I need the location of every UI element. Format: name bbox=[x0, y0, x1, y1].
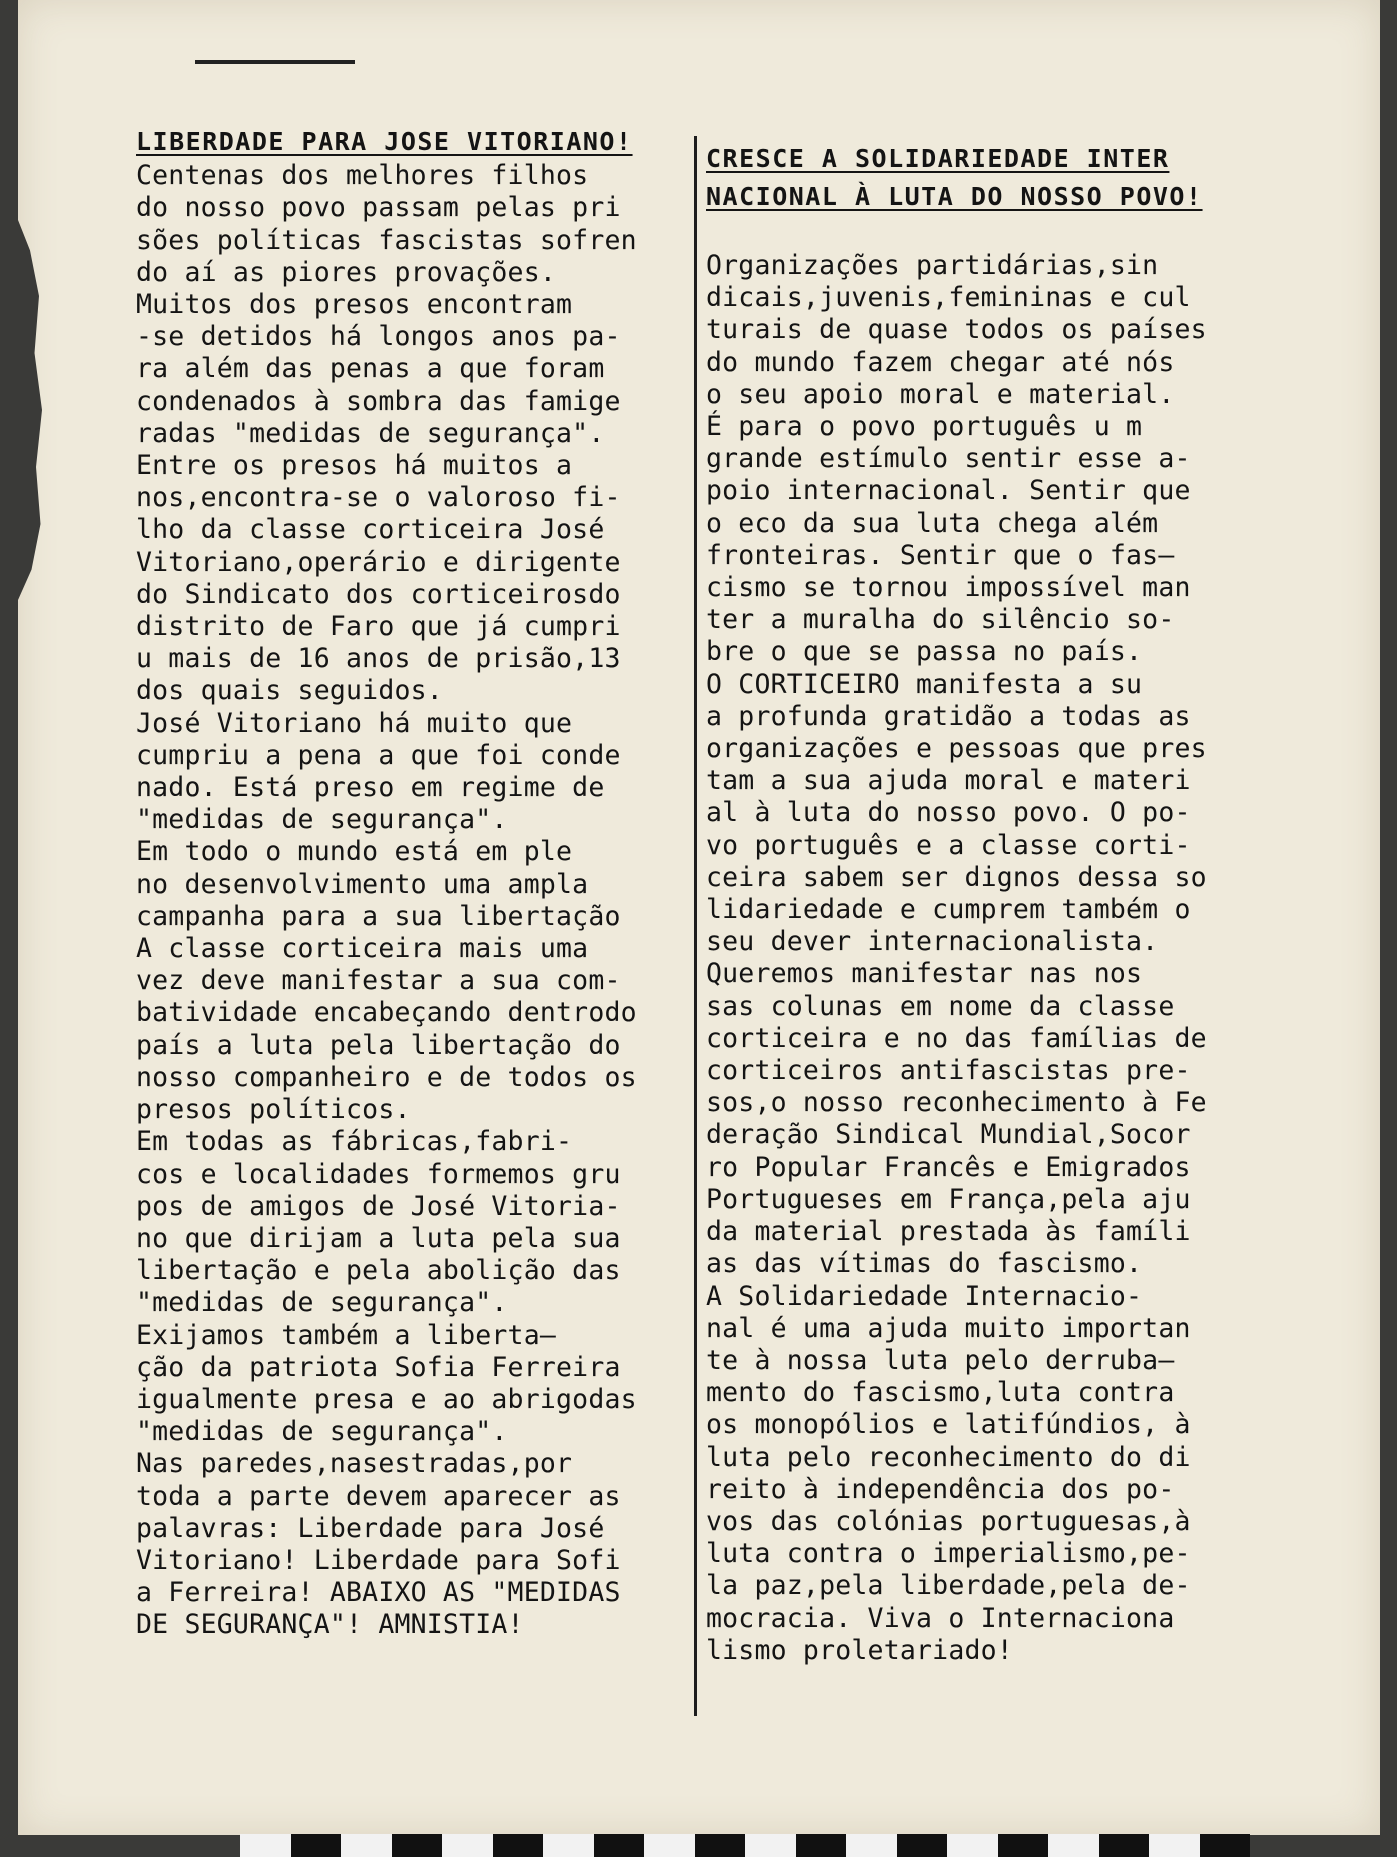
right-article-body bbox=[706, 250, 1266, 1667]
right-article-line: A Solidariedade Internacio- bbox=[706, 1280, 1143, 1312]
left-article-line: "medidas de segurança". bbox=[136, 804, 508, 836]
left-article-line: Nas paredes,nasestradas,por bbox=[136, 1448, 573, 1480]
left-article-line: nado. Está preso em regime de bbox=[136, 772, 605, 804]
left-article-line: u mais de 16 anos de prisão,13 bbox=[136, 643, 621, 675]
right-article-line: a profunda gratidão a todas as bbox=[706, 700, 1191, 732]
left-article-line: Exijamos também a liberta— bbox=[136, 1319, 557, 1351]
right-article-line: la paz,pela liberdade,pela de- bbox=[706, 1570, 1191, 1602]
left-article-line: do nosso povo passam pelas pri bbox=[136, 192, 621, 224]
right-article-line: luta pelo reconhecimento do di bbox=[706, 1441, 1191, 1473]
left-article-line: Vitoriano! Liberdade para Sofi bbox=[136, 1544, 621, 1576]
left-article-line: "medidas de segurança". bbox=[136, 1416, 508, 1448]
left-article-line: Em todo o mundo está em ple bbox=[136, 836, 573, 868]
left-article-line: Centenas dos melhores filhos bbox=[136, 160, 589, 192]
left-article-line: -se detidos há longos anos pa- bbox=[136, 321, 621, 353]
left-article bbox=[136, 126, 684, 1642]
right-article-line: luta contra o imperialismo,pe- bbox=[706, 1538, 1191, 1570]
left-article-line: "medidas de segurança". bbox=[136, 1287, 508, 1319]
left-article-line: igualmente presa e ao abrigodas bbox=[136, 1383, 637, 1415]
right-title-line-2: NACIONAL À LUTA DO NOSSO POVO! bbox=[706, 182, 1203, 211]
left-article-line: ra além das penas a que foram bbox=[136, 353, 605, 385]
left-article-line: vez deve manifestar a sua com- bbox=[136, 965, 621, 997]
right-article-line: Portugueses em França,pela aju bbox=[706, 1183, 1191, 1215]
left-article-line: do Sindicato dos corticeirosdo bbox=[136, 578, 621, 610]
left-article-line: nos,encontra-se o valoroso fi- bbox=[136, 482, 621, 514]
left-article-line: campanha para a sua libertação bbox=[136, 900, 621, 932]
right-article-line: O CORTICEIRO manifesta a su bbox=[706, 668, 1143, 700]
left-article-line: lho da classe corticeira José bbox=[136, 514, 605, 546]
left-article-line: nosso companheiro e de todos os bbox=[136, 1061, 637, 1093]
left-article-line: no desenvolvimento uma ampla bbox=[136, 868, 589, 900]
left-article-line: José Vitoriano há muito que bbox=[136, 707, 573, 739]
left-article-line: cumpriu a pena a que foi conde bbox=[136, 739, 621, 771]
left-article-title: LIBERDADE PARA JOSE VITORIANO! bbox=[136, 127, 633, 156]
right-article-line: lismo proletariado! bbox=[706, 1634, 1013, 1666]
right-article-line: lidariedade e cumprem também o bbox=[706, 894, 1191, 926]
right-article-line: as das vítimas do fascismo. bbox=[706, 1248, 1143, 1280]
right-article-line: te à nossa luta pelo derruba— bbox=[706, 1344, 1175, 1376]
left-article-line: palavras: Liberdade para José bbox=[136, 1512, 605, 1544]
right-article-line: bre o que se passa no país. bbox=[706, 636, 1143, 668]
right-article-line: o seu apoio moral e material. bbox=[706, 378, 1175, 410]
left-article-line: Muitos dos presos encontram bbox=[136, 289, 573, 321]
left-article-line: Em todas as fábricas,fabri- bbox=[136, 1126, 573, 1158]
right-article-line: seu dever internacionalista. bbox=[706, 926, 1159, 958]
right-article-line: mento do fascismo,luta contra bbox=[706, 1377, 1175, 1409]
left-article-line: distrito de Faro que já cumpri bbox=[136, 611, 621, 643]
left-article-line: libertação e pela abolição das bbox=[136, 1255, 621, 1287]
left-article-line: sões políticas fascistas sofren bbox=[136, 224, 637, 256]
left-article-line: condenados à sombra das famige bbox=[136, 385, 621, 417]
right-article-line: sas colunas em nome da classe bbox=[706, 990, 1175, 1022]
right-article-line: ro Popular Francês e Emigrados bbox=[706, 1151, 1191, 1183]
right-article-line: o eco da sua luta chega além bbox=[706, 507, 1159, 539]
left-article-line: Vitoriano,operário e dirigente bbox=[136, 546, 621, 578]
right-article-line: reito à independência dos po- bbox=[706, 1473, 1175, 1505]
right-article-line: nal é uma ajuda muito importan bbox=[706, 1312, 1191, 1344]
left-article-line: pos de amigos de José Vitoria- bbox=[136, 1190, 621, 1222]
left-article-line: cos e localidades formemos gru bbox=[136, 1158, 621, 1190]
right-article-line: corticeira e no das famílias de bbox=[706, 1022, 1207, 1054]
right-article-line: vos das colónias portuguesas,à bbox=[706, 1505, 1191, 1537]
right-article bbox=[706, 140, 1266, 1667]
left-article-body bbox=[136, 160, 684, 1641]
left-article-line: a Ferreira! ABAIXO AS "MEDIDAS bbox=[136, 1577, 621, 1609]
right-article-line: mocracia. Viva o Internaciona bbox=[706, 1602, 1175, 1634]
left-article-line: Entre os presos há muitos a bbox=[136, 450, 573, 482]
right-article-line: ter a muralha do silêncio so- bbox=[706, 604, 1175, 636]
right-article-line: corticeiros antifascistas pre- bbox=[706, 1055, 1191, 1087]
left-article-line: batividade encabeçando dentrodo bbox=[136, 997, 637, 1029]
right-title-line-1: CRESCE A SOLIDARIEDADE INTER bbox=[706, 144, 1170, 173]
right-article-line: turais de quase todos os países bbox=[706, 314, 1207, 346]
right-article-line: do mundo fazem chegar até nós bbox=[706, 346, 1175, 378]
right-article-line: deração Sindical Mundial,Socor bbox=[706, 1119, 1191, 1151]
right-article-line: dicais,juvenis,femininas e cul bbox=[706, 282, 1191, 314]
left-article-line: ção da patriota Sofia Ferreira bbox=[136, 1351, 621, 1383]
right-article-line: Queremos manifestar nas nos bbox=[706, 958, 1143, 990]
right-article-line: os monopólios e latifúndios, à bbox=[706, 1409, 1191, 1441]
right-article-line: organizações e pessoas que pres bbox=[706, 733, 1207, 765]
right-article-line: tam a sua ajuda moral e materi bbox=[706, 765, 1191, 797]
right-article-line: poio internacional. Sentir que bbox=[706, 475, 1191, 507]
left-article-line: do aí as piores provações. bbox=[136, 256, 557, 288]
left-article-line: radas "medidas de segurança". bbox=[136, 417, 605, 449]
left-article-line: no que dirijam a luta pela sua bbox=[136, 1222, 621, 1254]
right-article-line: al à luta do nosso povo. O po- bbox=[706, 797, 1191, 829]
right-article-title bbox=[706, 140, 1266, 216]
right-article-line: grande estímulo sentir esse a- bbox=[706, 443, 1191, 475]
right-article-line: sos,o nosso reconhecimento à Fe bbox=[706, 1087, 1207, 1119]
header-mark bbox=[195, 60, 355, 64]
scale-ruler bbox=[240, 1834, 1250, 1857]
right-article-line: fronteiras. Sentir que o fas— bbox=[706, 539, 1175, 571]
right-article-line: Organizações partidárias,sin bbox=[706, 250, 1159, 281]
right-article-line: É para o povo português u m bbox=[706, 411, 1143, 443]
right-article-line: vo português e a classe corti- bbox=[706, 829, 1191, 861]
left-article-line: A classe corticeira mais uma bbox=[136, 933, 589, 965]
left-article-line: dos quais seguidos. bbox=[136, 675, 443, 707]
right-article-line: da material prestada às famíli bbox=[706, 1216, 1191, 1248]
left-article-line: presos políticos. bbox=[136, 1094, 411, 1126]
left-article-line: DE SEGURANÇA"! AMNISTIA! bbox=[136, 1609, 524, 1641]
left-article-line: toda a parte devem aparecer as bbox=[136, 1480, 621, 1512]
left-article-line: país a luta pela libertação do bbox=[136, 1029, 621, 1061]
column-divider bbox=[694, 136, 697, 1716]
right-article-line: cismo se tornou impossível man bbox=[706, 572, 1191, 604]
right-article-line: ceira sabem ser dignos dessa so bbox=[706, 861, 1207, 893]
